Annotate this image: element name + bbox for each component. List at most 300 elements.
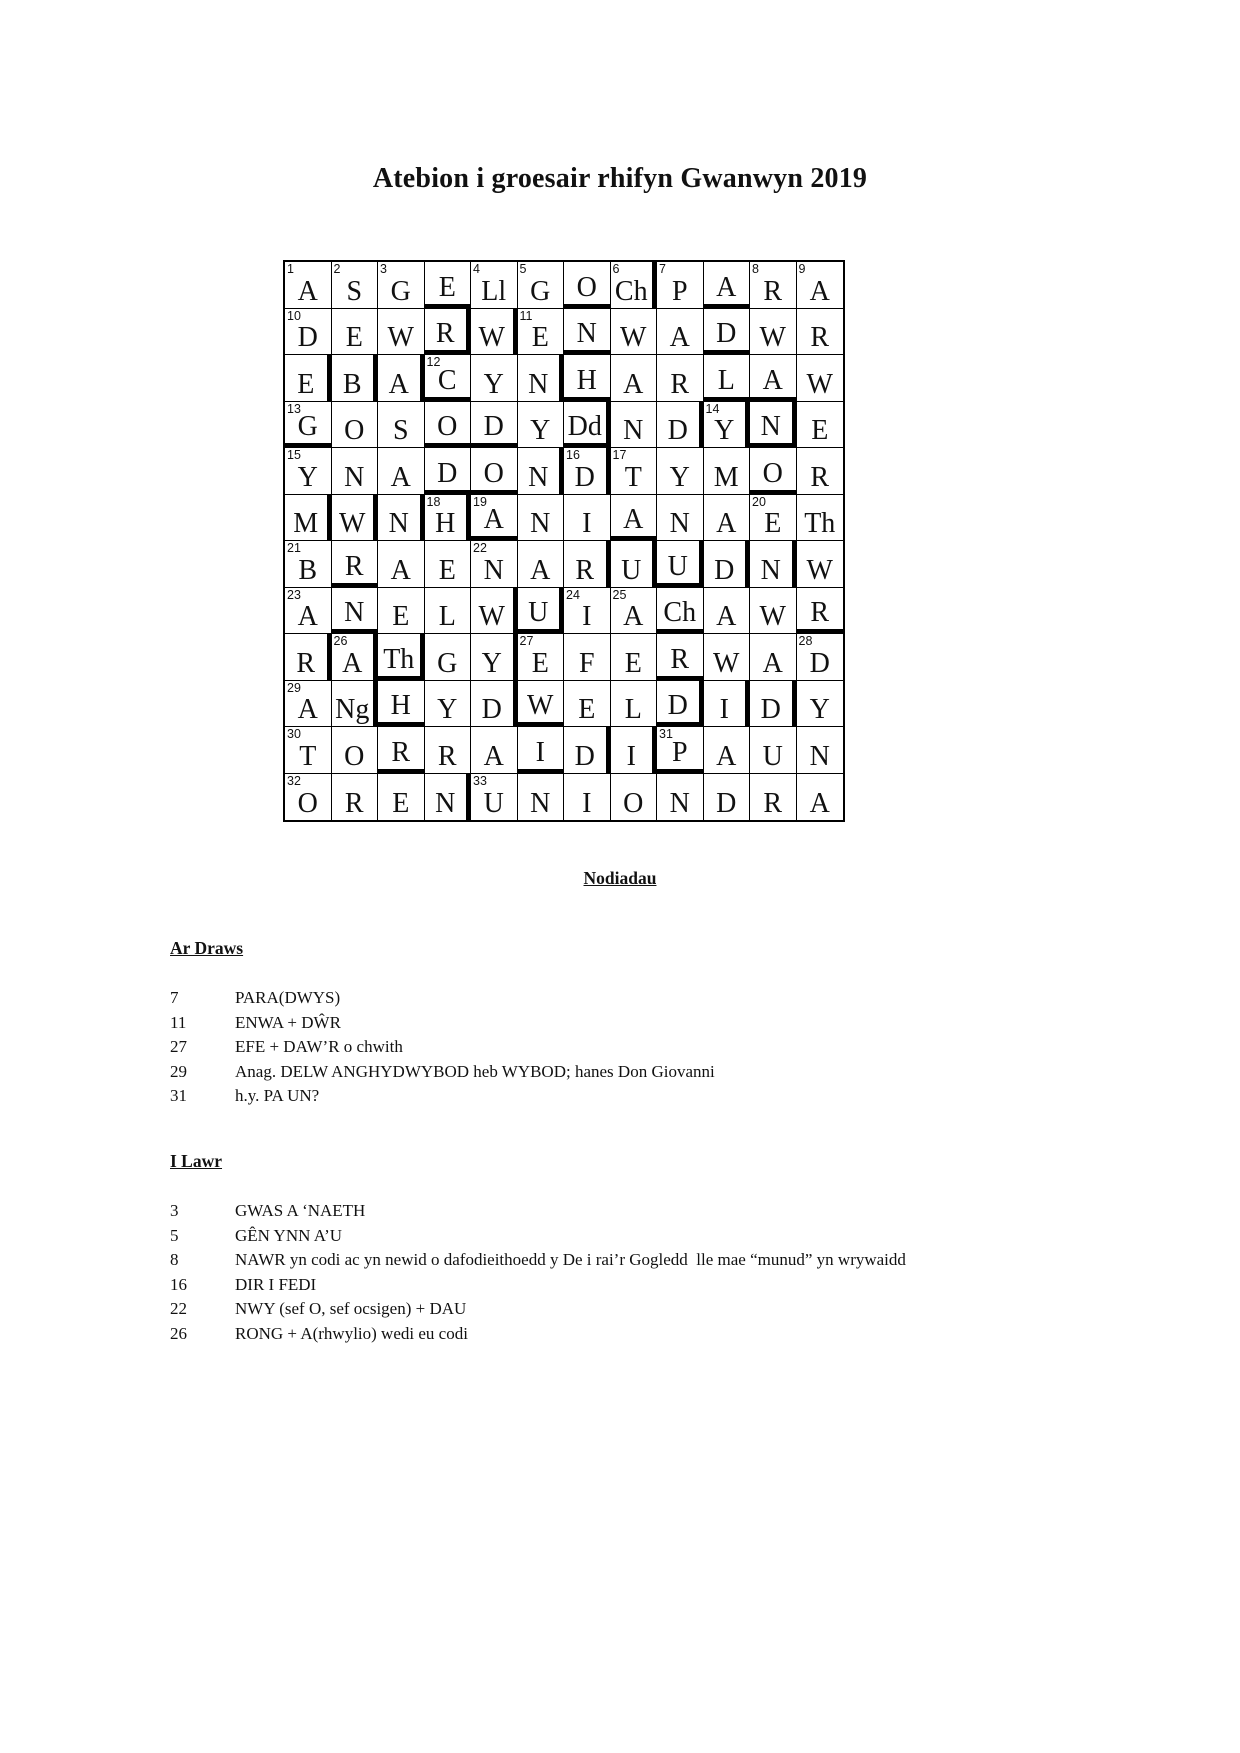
clue-number: 3 (170, 1200, 179, 1220)
cell-letter: O (623, 788, 644, 819)
clue-text: GWAS A ‘NAETH (235, 1200, 366, 1220)
cell-letter: A (390, 554, 411, 586)
grid-cell (378, 448, 425, 495)
grid-cell (564, 727, 611, 774)
cell-letter: I (626, 740, 636, 772)
grid-cell (611, 402, 658, 449)
cell-number: 5 (519, 262, 527, 276)
cell-letter: W (759, 322, 786, 353)
cell-letter: R (437, 740, 457, 772)
across-list (170, 986, 1210, 1109)
cell-letter: B (298, 554, 318, 586)
clue-text: Anag. DELW ANGHYDWYBOD heb WYBOD; hanes Don Giovanni (235, 1061, 715, 1081)
grid-cell (797, 774, 844, 821)
clue-text: EFE + DAW’R o chwith (235, 1037, 403, 1057)
clue-number: 29 (170, 1061, 187, 1081)
grid-cell (564, 634, 611, 681)
cell-letter: L (717, 364, 735, 396)
grid-cell (425, 681, 472, 728)
grid-cell (564, 541, 611, 588)
grid-cell (471, 681, 518, 728)
grid-cell (657, 634, 704, 681)
clue-number: 27 (170, 1037, 187, 1057)
cell-number: 2 (333, 262, 341, 276)
grid-cell (657, 262, 704, 309)
cell-letter: D (714, 554, 735, 586)
cell-number: 1 (287, 262, 294, 276)
grid-cell (657, 727, 704, 774)
grid-cell (518, 681, 565, 728)
clue-text: ENWA + DŴR (235, 1012, 341, 1032)
grid-cell (378, 309, 425, 356)
grid-cell (425, 448, 472, 495)
cell-letter: C (437, 364, 457, 396)
cell-letter: B (342, 368, 362, 400)
grid-cell (611, 262, 658, 309)
cell-letter: N (669, 788, 690, 819)
cell-letter: R (344, 550, 364, 582)
cell-letter: H (435, 508, 456, 539)
cell-letter: R (344, 788, 364, 819)
clue-number: 7 (170, 988, 179, 1007)
grid-cell (425, 262, 472, 309)
clue-text: NAWR yn codi ac yn newid o dafodieithoedd y De i rai’r Gogledd lle mae “munud” yn wrywaidd (235, 1250, 906, 1270)
cell-letter: W (806, 368, 833, 400)
grid-cell (797, 634, 844, 681)
grid-cell (518, 262, 565, 309)
grid-cell (378, 355, 425, 402)
clue-row (170, 1224, 1210, 1249)
cell-letter: R (810, 322, 830, 353)
grid-cell (704, 727, 751, 774)
grid-cell (750, 355, 797, 402)
cell-letter: O (344, 740, 365, 772)
cell-letter: M (293, 508, 319, 539)
cell-letter: O (437, 411, 458, 442)
grid-cell (704, 309, 751, 356)
cell-number: 28 (798, 634, 813, 648)
grid-cell (611, 541, 658, 588)
cell-letter: U (667, 550, 688, 582)
cell-letter: A (623, 368, 644, 400)
cell-letter: N (344, 597, 365, 628)
cell-letter: I (582, 508, 592, 539)
grid-cell (611, 588, 658, 635)
crossword-grid-wrapper (30, 260, 1210, 822)
cell-letter: A (297, 601, 318, 632)
cell-letter: Y (809, 694, 830, 725)
grid-cell (518, 402, 565, 449)
grid-cell (285, 727, 332, 774)
cell-letter: L (624, 694, 642, 725)
cell-number: 12 (426, 355, 441, 369)
cell-letter: E (345, 322, 363, 353)
grid-cell (750, 448, 797, 495)
grid-cell (471, 495, 518, 542)
grid-cell (564, 448, 611, 495)
cell-letter: A (716, 508, 737, 539)
cell-letter: R (763, 788, 783, 819)
cell-number: 16 (566, 448, 580, 462)
grid-cell (425, 309, 472, 356)
grid-cell (704, 634, 751, 681)
grid-cell (518, 448, 565, 495)
cell-number: 17 (612, 448, 627, 462)
cell-letter: I (719, 694, 729, 725)
grid-cell (332, 588, 379, 635)
cell-letter: T (624, 461, 642, 493)
down-heading: I Lawr (170, 1150, 223, 1171)
cell-letter: E (531, 647, 549, 679)
grid-cell (285, 588, 332, 635)
grid-cell (657, 541, 704, 588)
cell-number: 27 (519, 634, 534, 648)
cell-letter: Ch (663, 597, 697, 628)
cell-letter: R (435, 318, 455, 349)
cell-letter: A (809, 275, 830, 307)
clue-text: NWY (sef O, sef ocsigen) + DAU (235, 1299, 467, 1319)
cell-letter: R (810, 597, 830, 628)
cell-letter: N (435, 788, 456, 819)
cell-letter: A (762, 647, 783, 679)
grid-cell (518, 634, 565, 681)
cell-letter: R (575, 554, 595, 586)
grid-cell (425, 495, 472, 542)
grid-cell (471, 588, 518, 635)
grid-cell (425, 588, 472, 635)
cell-letter: Ll (481, 275, 507, 307)
cell-letter: R (763, 275, 783, 307)
cell-letter: D (716, 318, 737, 349)
grid-cell (611, 495, 658, 542)
clue-number: 16 (170, 1274, 187, 1294)
grid-cell (797, 681, 844, 728)
cell-letter: I (582, 601, 592, 632)
grid-cell (425, 774, 472, 821)
grid-cell (518, 355, 565, 402)
grid-cell (657, 309, 704, 356)
cell-letter: O (344, 415, 365, 446)
cell-letter: A (342, 647, 363, 679)
clue-number: 26 (170, 1323, 187, 1343)
grid-cell (657, 681, 704, 728)
cell-letter: A (388, 368, 409, 400)
clue-row (170, 1322, 1210, 1347)
document-content (30, 0, 1210, 1347)
grid-cell (518, 309, 565, 356)
grid-cell (378, 495, 425, 542)
cell-letter: A (669, 322, 690, 353)
grid-cell (564, 681, 611, 728)
grid-cell (518, 588, 565, 635)
grid-cell (332, 262, 379, 309)
clue-text: RONG + A(rhwylio) wedi eu codi (235, 1323, 468, 1343)
grid-cell (611, 681, 658, 728)
cell-number: 25 (612, 587, 627, 602)
cell-number: 18 (426, 494, 441, 509)
cell-letter: Y (714, 415, 735, 446)
grid-cell (425, 634, 472, 681)
grid-cell (797, 262, 844, 309)
cell-letter: R (296, 647, 316, 679)
clue-row (170, 1084, 1210, 1109)
clue-row (170, 1273, 1210, 1298)
grid-cell (657, 588, 704, 635)
cell-letter: O (297, 788, 318, 819)
cell-letter: E (297, 368, 315, 400)
grid-cell (378, 727, 425, 774)
cell-letter: W (759, 601, 786, 632)
grid-cell (425, 727, 472, 774)
grid-cell (285, 262, 332, 309)
cell-letter: N (669, 508, 690, 539)
grid-cell (704, 355, 751, 402)
grid-cell (285, 774, 332, 821)
clue-row (170, 1248, 1210, 1273)
notes-heading: Nodiadau (583, 868, 657, 888)
clue-row (170, 1011, 1210, 1036)
grid-cell (750, 495, 797, 542)
grid-cell (332, 774, 379, 821)
cell-letter: A (530, 554, 551, 586)
cell-letter: Ng (335, 694, 370, 725)
cell-letter: W (387, 322, 414, 353)
page-title: Atebion i groesair rhifyn Gwanwyn 2019 (372, 163, 868, 194)
grid-cell (750, 634, 797, 681)
grid-cell (518, 774, 565, 821)
cell-letter: I (582, 788, 592, 819)
grid-cell (378, 262, 425, 309)
cell-letter: L (438, 601, 456, 632)
cell-letter: O (576, 271, 597, 303)
cell-letter: P (671, 736, 688, 768)
grid-cell (797, 448, 844, 495)
cell-letter: E (764, 508, 782, 539)
grid-cell (378, 588, 425, 635)
cell-letter: H (576, 364, 597, 396)
grid-cell (285, 681, 332, 728)
cell-letter: D (483, 411, 504, 442)
cell-letter: E (438, 271, 456, 303)
cell-number: 29 (287, 680, 301, 695)
clue-row (170, 1060, 1210, 1085)
grid-cell (285, 402, 332, 449)
cell-letter: R (391, 736, 411, 768)
clue-text: DIR I FEDI (235, 1274, 317, 1294)
clue-text: h.y. PA UN? (235, 1086, 320, 1106)
cell-letter: Y (669, 461, 690, 493)
grid-cell (611, 448, 658, 495)
cell-letter: D (481, 694, 502, 725)
cell-letter: E (392, 601, 410, 632)
clue-number: 11 (170, 1012, 187, 1032)
cell-letter: Ch (614, 275, 648, 307)
cell-letter: S (346, 275, 363, 307)
grid-cell (285, 495, 332, 542)
cell-letter: U (762, 740, 783, 772)
cell-letter: M (713, 461, 739, 493)
cell-letter: W (713, 647, 740, 679)
grid-cell (332, 541, 379, 588)
cell-letter: E (392, 788, 410, 819)
cell-letter: N (809, 740, 830, 772)
cell-letter: N (530, 788, 551, 819)
cell-letter: E (438, 554, 456, 586)
grid-cell (750, 588, 797, 635)
grid-cell (332, 727, 379, 774)
cell-letter: A (623, 504, 644, 535)
cell-number: 4 (473, 262, 480, 276)
cell-letter: N (344, 461, 365, 493)
cell-letter: N (528, 461, 549, 493)
cell-letter: N (760, 554, 781, 586)
cell-letter: Y (530, 415, 551, 446)
grid-cell (332, 402, 379, 449)
cell-letter: W (478, 322, 505, 353)
across-heading: Ar Draws (170, 938, 244, 958)
cell-letter: D (297, 322, 318, 353)
cell-letter: W (620, 322, 647, 353)
cell-letter: A (297, 275, 318, 307)
cell-letter: R (810, 461, 830, 493)
grid-cell (564, 355, 611, 402)
cell-letter: A (716, 740, 737, 772)
cell-letter: O (483, 457, 504, 489)
crossword-grid (283, 260, 845, 822)
grid-cell (471, 402, 518, 449)
cell-letter: U (483, 788, 504, 819)
cell-letter: Th (804, 508, 836, 539)
grid-cell (611, 634, 658, 681)
grid-cell (797, 588, 844, 635)
cell-letter: N (760, 411, 781, 442)
grid-cell (518, 727, 565, 774)
cell-letter: W (478, 601, 505, 632)
grid-cell (797, 541, 844, 588)
cell-letter: T (299, 740, 317, 772)
cell-letter: P (671, 275, 688, 307)
grid-cell (332, 681, 379, 728)
cell-number: 32 (287, 773, 301, 788)
cell-letter: D (574, 461, 595, 493)
cell-letter: A (297, 694, 318, 725)
cell-letter: A (809, 788, 830, 819)
grid-cell (378, 681, 425, 728)
clue-number: 5 (170, 1225, 179, 1245)
grid-cell (750, 541, 797, 588)
cell-number: 13 (287, 401, 301, 416)
grid-cell (750, 309, 797, 356)
cell-number: 7 (659, 262, 666, 276)
cell-letter: Y (483, 368, 504, 400)
cell-letter: G (437, 647, 458, 679)
cell-letter: E (578, 694, 596, 725)
grid-cell (471, 309, 518, 356)
cell-letter: Th (383, 643, 415, 675)
cell-number: 6 (612, 262, 620, 276)
cell-number: 21 (287, 541, 301, 555)
grid-cell (471, 262, 518, 309)
grid-cell (425, 402, 472, 449)
cell-letter: U (528, 597, 549, 628)
grid-cell (285, 634, 332, 681)
cell-letter: N (623, 415, 644, 446)
grid-cell (797, 355, 844, 402)
cell-letter: D (437, 457, 458, 489)
cell-letter: N (388, 508, 409, 539)
grid-cell (332, 634, 379, 681)
cell-letter: Y (481, 647, 502, 679)
grid-cell (611, 355, 658, 402)
cell-letter: S (392, 415, 409, 446)
grid-cell (611, 309, 658, 356)
cell-letter: W (339, 508, 366, 539)
cell-letter: R (670, 368, 690, 400)
grid-cell (564, 495, 611, 542)
grid-cell (425, 355, 472, 402)
clue-row (170, 1035, 1210, 1060)
cell-number: 9 (798, 262, 806, 276)
grid-cell (471, 541, 518, 588)
grid-cell (332, 448, 379, 495)
down-list (170, 1199, 1210, 1347)
cell-letter: G (530, 275, 551, 307)
grid-cell (471, 448, 518, 495)
grid-cell (471, 634, 518, 681)
cell-letter: E (531, 322, 549, 353)
grid-cell (657, 774, 704, 821)
cell-number: 20 (752, 494, 766, 509)
grid-cell (704, 495, 751, 542)
cell-letter: A (390, 461, 411, 493)
cell-letter: F (578, 647, 595, 679)
cell-number: 30 (287, 727, 301, 741)
cell-letter: I (535, 736, 545, 768)
cell-number: 3 (380, 262, 387, 276)
grid-cell (425, 541, 472, 588)
cell-number: 14 (705, 401, 720, 416)
grid-cell (285, 309, 332, 356)
cell-number: 24 (566, 587, 580, 602)
grid-cell (657, 355, 704, 402)
grid-cell (611, 727, 658, 774)
grid-cell (471, 727, 518, 774)
clue-row (170, 1199, 1210, 1224)
cell-number: 19 (473, 494, 487, 509)
grid-cell (285, 355, 332, 402)
cell-letter: W (806, 554, 833, 586)
cell-number: 23 (287, 587, 301, 602)
cell-letter: A (483, 740, 504, 772)
grid-cell (332, 309, 379, 356)
grid-cell (378, 402, 425, 449)
cell-letter: D (667, 415, 688, 446)
grid-cell (797, 727, 844, 774)
clue-row (170, 1297, 1210, 1322)
grid-cell (285, 448, 332, 495)
cell-letter: A (716, 601, 737, 632)
cell-letter: Dd (567, 411, 602, 442)
grid-cell (518, 541, 565, 588)
grid-cell (332, 495, 379, 542)
grid-cell (750, 402, 797, 449)
cell-letter: N (483, 554, 504, 586)
cell-letter: N (530, 508, 551, 539)
cell-letter: O (762, 457, 783, 489)
grid-cell (564, 262, 611, 309)
clue-number: 31 (170, 1086, 187, 1106)
grid-cell (704, 448, 751, 495)
